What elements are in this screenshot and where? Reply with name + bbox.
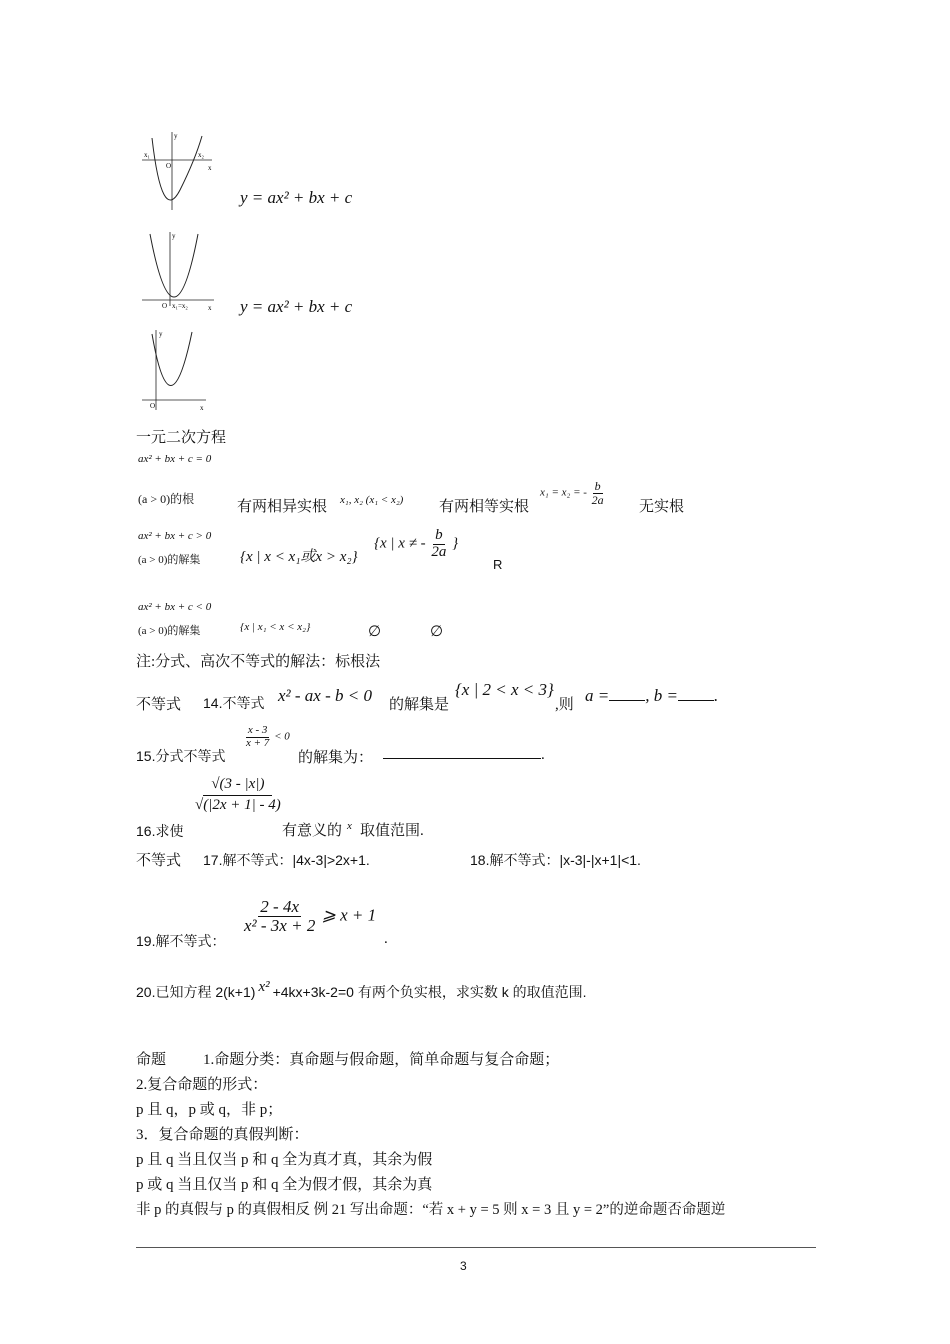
lt-label-set: (a > 0)的解集 (138, 625, 201, 637)
parabola-graph-double-root (140, 230, 220, 312)
q15-fraction: $\frac{x - 3}{x + 7}$ < 0 (246, 724, 290, 749)
lt-label-eq: ax² + bx + c < 0 (138, 601, 212, 613)
q14-blank-a[interactable] (609, 686, 645, 701)
q19-inequality: $\frac{2 - 4x}{\text{x² - 3x + 2}}$ ⩾ x + 1 (244, 897, 377, 935)
q17-text: 17.解不等式：|4x-3|>2x+1. (203, 852, 370, 868)
q15-blank[interactable] (383, 744, 541, 759)
q19-label: 19.解不等式： (136, 933, 226, 949)
gt-solution-none: R (493, 557, 503, 572)
gt-label-eq: ax² + bx + c > 0 (138, 530, 212, 542)
prop-line7: 非 p 的真假与 p 的真假相反 例 21 写出命题：“若 x + y = 5 则 x = 3 且 y = 2”的逆命题否命题逆 (136, 1202, 726, 1218)
q18-text: 18.解不等式：|x-3|-|x+1|<1. (470, 852, 641, 868)
graph1-label-origin: O (166, 162, 172, 170)
gt-solution-equal: {x | x ≠ - $\frac{b}{2a}$ } (374, 527, 459, 560)
parabola-graph-no-root (140, 328, 210, 412)
q16-fraction: $\frac{√(3 - |x|)}{√(|2x + 1| - 4)}$ (195, 776, 281, 813)
q14-then: ,则 (555, 697, 574, 713)
graph3-label-y: y (159, 330, 163, 338)
q14-mid-text: 的解集是 (389, 697, 450, 713)
q19-end: . (384, 931, 388, 947)
q14-blank-b[interactable] (678, 686, 714, 701)
q16-label: 16.求使 (136, 823, 184, 839)
prop-line4: 3．复合命题的真假判断： (136, 1127, 309, 1143)
q16-variable: x (347, 820, 352, 832)
q14-solution-set: {x | 2 < x < 3} (455, 680, 554, 699)
table-row1-equation: ax² + bx + c = 0 (138, 453, 212, 465)
prop-line3: p 且 q，p 或 q，非 p； (136, 1102, 283, 1118)
graph2-label-origin: O (162, 302, 168, 310)
lt-solution-distinct: {x | x₁ < x < x₂} (240, 621, 311, 633)
graph2-label-x: x (208, 304, 212, 312)
roots-distinct-text: 有两相异实根 (237, 499, 328, 515)
roots-distinct-math: x₁, x₂ (x₁ < x₂) (340, 494, 404, 506)
parabola-graph-two-roots (140, 130, 220, 210)
q20-math: x² (258, 979, 270, 995)
prop-section-prefix: 命题 (136, 1052, 167, 1068)
footer-divider (136, 1247, 816, 1248)
q14-label: 14.不等式 (203, 695, 265, 711)
q15-label: 15.分式不等式 (136, 748, 226, 764)
q14-inequality: x² - ax - b < 0 (278, 686, 372, 705)
q14-answer: a = , b = . (585, 686, 719, 705)
prop-line1: 1.命题分类：真命题与假命题，简单命题与复合命题； (203, 1052, 560, 1068)
table-row1-label: 一元二次方程 (136, 430, 227, 446)
graph2-label-y: y (172, 232, 176, 240)
graph1-equation: y = ax² + bx + c (240, 188, 353, 207)
roots-equal-text: 有两相等实根 (439, 499, 530, 515)
q16-tail2: 取值范围. (360, 823, 424, 839)
graph1-label-x: x (208, 164, 212, 172)
graph1-label-x2: x₂ (198, 151, 204, 159)
table-row2-label: (a > 0)的根 (138, 492, 195, 506)
note-root-marking: 注:分式、高次不等式的解法：标根法 (136, 654, 381, 670)
q16-tail: 有意义的 (282, 823, 343, 839)
lt-solution-none: ∅ (430, 624, 444, 640)
q14-section-prefix: 不等式 (136, 697, 182, 713)
graph1-label-x1: x₁ (144, 151, 150, 159)
prop-line5: p 且 q 当且仅当 p 和 q 全为真才真，其余为假 (136, 1152, 433, 1168)
graph2-label-root: x₁=x₂ (172, 302, 188, 310)
prop-line6: p 或 q 当且仅当 p 和 q 全为假才假，其余为真 (136, 1177, 433, 1193)
page-number: 3 (460, 1259, 467, 1273)
q20-text: 20.已知方程 2(k+1) x² +4kx+3k-2=0 有两个负实根，求实数 k 的取值范围. (136, 979, 587, 1000)
graph2-equation: y = ax² + bx + c (240, 297, 353, 316)
graph1-label-y: y (174, 132, 178, 140)
graph3-label-x: x (200, 404, 204, 412)
q15-tail: 的解集为： (298, 750, 374, 766)
q17-section-prefix: 不等式 (136, 853, 182, 869)
gt-label-set: (a > 0)的解集 (138, 554, 201, 566)
roots-none-text: 无实根 (639, 499, 685, 515)
prop-line2: 2.复合命题的形式： (136, 1077, 268, 1093)
roots-equal-math: x₁ = x₂ = - $\frac{b}{2a}$ (540, 479, 604, 507)
q15-answer: . (383, 744, 545, 764)
gt-solution-distinct: {x | x < x₁或x > x₂} (240, 549, 358, 565)
lt-solution-equal: ∅ (368, 624, 382, 640)
graph3-label-origin: O (150, 402, 156, 410)
